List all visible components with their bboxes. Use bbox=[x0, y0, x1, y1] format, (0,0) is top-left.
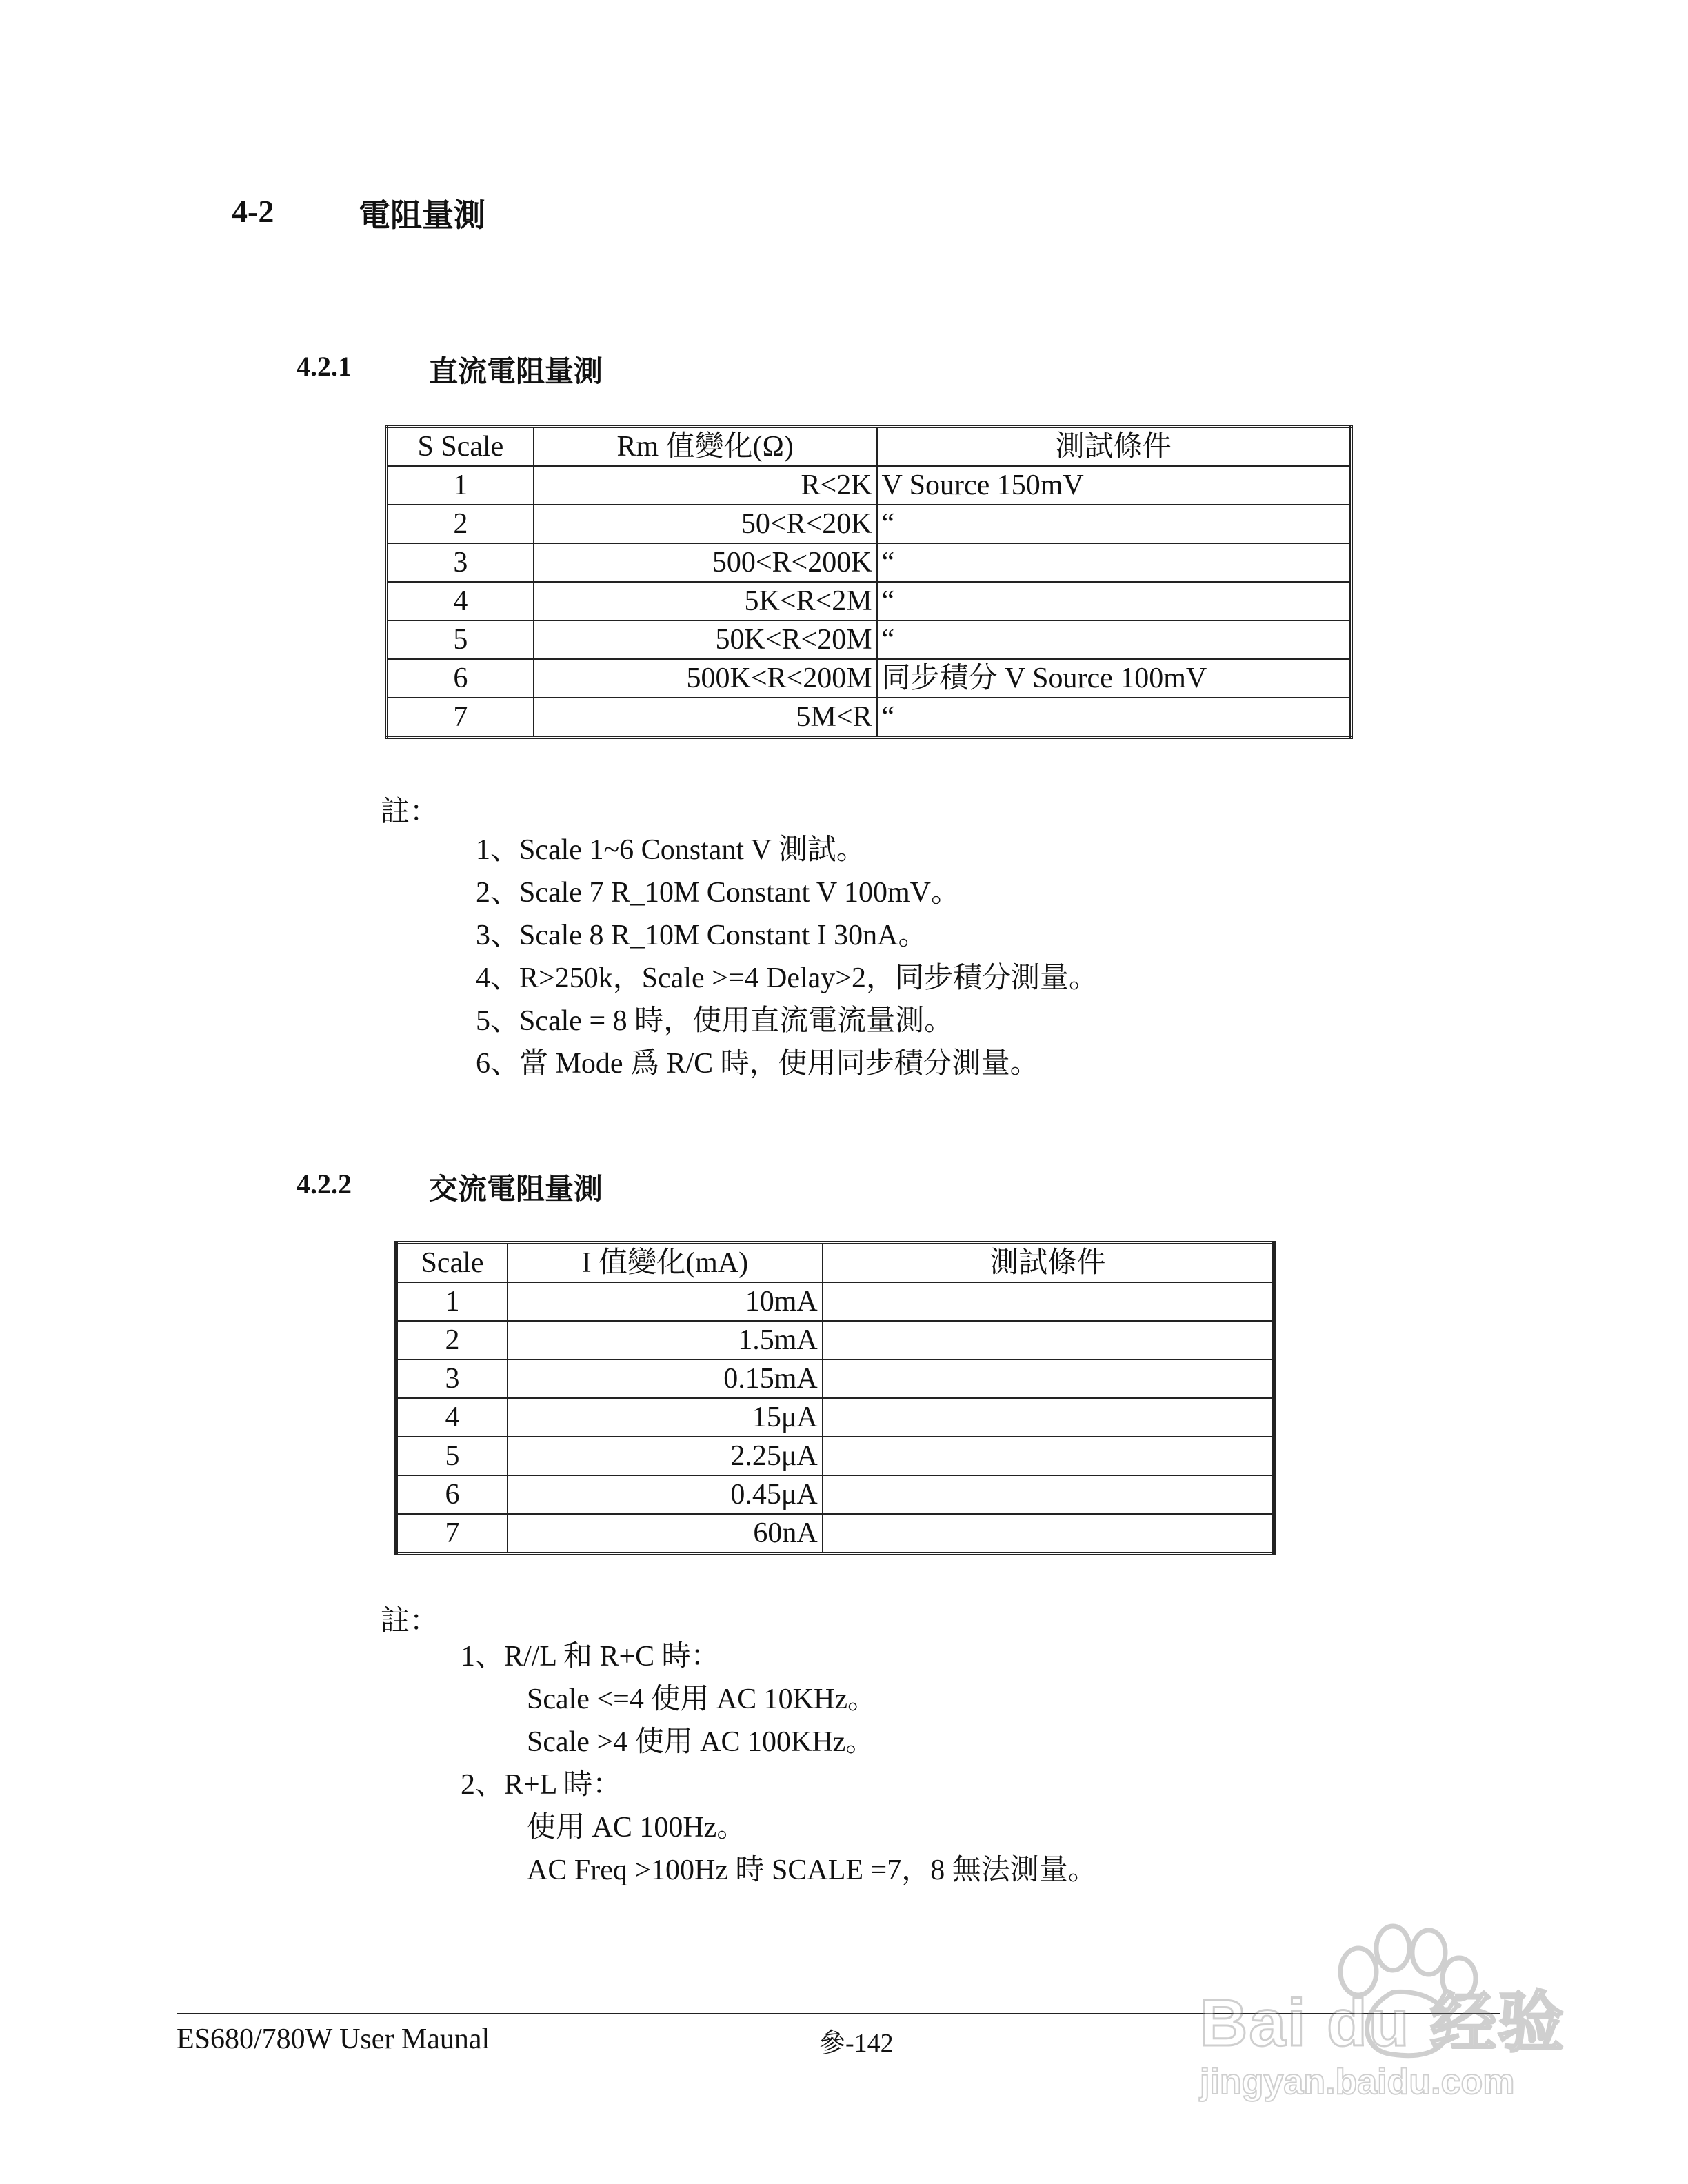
subsection-title-ac: 交流電阻量測 bbox=[429, 1174, 603, 1206]
watermark-url: jingyan.baidu.com bbox=[1200, 2062, 1515, 2102]
note-item: Scale <=4 使用 AC 10KHz。 bbox=[527, 1684, 876, 1715]
table-row bbox=[387, 505, 1352, 543]
notes-list-dc bbox=[476, 829, 1098, 1085]
scale-cell: 5 bbox=[387, 620, 534, 659]
subsection-title-dc: 直流電阻量測 bbox=[429, 356, 603, 388]
footer-manual-title: ES680/780W User Maunal bbox=[177, 2023, 490, 2055]
watermark-brand: Bai du 经验 bbox=[1200, 1986, 1566, 2060]
range-cell: 50K<R<20M bbox=[534, 620, 877, 659]
footer-page-number: 參-142 bbox=[819, 2029, 894, 2058]
note-item: 6、當 Mode 爲 R/C 時，使用同步積分測量。 bbox=[476, 1048, 1039, 1080]
note-item: 5、Scale = 8 時，使用直流電流量測。 bbox=[476, 1005, 954, 1037]
scale-cell: 6 bbox=[396, 1475, 508, 1514]
scale-cell: 1 bbox=[387, 466, 534, 505]
table-row bbox=[387, 620, 1352, 659]
scale-cell: 5 bbox=[396, 1437, 508, 1475]
table-row bbox=[396, 1398, 1274, 1437]
table-row bbox=[396, 1475, 1274, 1514]
baidu-watermark bbox=[1186, 1889, 1572, 2116]
range-cell: 500K<R<200M bbox=[534, 659, 877, 698]
current-cell: 15μA bbox=[508, 1398, 823, 1437]
condition-cell bbox=[823, 1398, 1274, 1437]
header-scale: S Scale bbox=[387, 427, 534, 467]
note-label-dc: 註： bbox=[381, 796, 439, 828]
header-test-condition: 測試條件 bbox=[877, 427, 1352, 467]
ac-resistance-table bbox=[394, 1241, 1276, 1555]
scale-cell: 2 bbox=[387, 505, 534, 543]
section-title: 電阻量測 bbox=[359, 198, 485, 233]
table-row bbox=[396, 1282, 1274, 1321]
range-cell: 5K<R<2M bbox=[534, 582, 877, 620]
condition-cell: “ bbox=[877, 582, 1352, 620]
scale-cell: 3 bbox=[387, 543, 534, 582]
subsection-number-ac: 4.2.2 bbox=[297, 1169, 352, 1200]
scale-cell: 4 bbox=[387, 582, 534, 620]
table-row bbox=[387, 466, 1352, 505]
condition-cell: “ bbox=[877, 620, 1352, 659]
scale-cell: 7 bbox=[396, 1514, 508, 1554]
condition-cell: “ bbox=[877, 505, 1352, 543]
subsection-number-dc: 4.2.1 bbox=[297, 351, 352, 382]
scale-cell: 2 bbox=[396, 1321, 508, 1359]
table-row bbox=[396, 1514, 1274, 1554]
condition-cell bbox=[823, 1437, 1274, 1475]
condition-cell bbox=[823, 1359, 1274, 1398]
range-cell: 5M<R bbox=[534, 698, 877, 738]
table-row bbox=[387, 659, 1352, 698]
table-header-row bbox=[387, 427, 1352, 467]
header-current-range: I 值變化(mA) bbox=[508, 1243, 823, 1283]
note-item: 4、R>250k，Scale >=4 Delay>2，同步積分測量。 bbox=[476, 962, 1098, 994]
note-item: 2、R+L 時： bbox=[461, 1769, 622, 1801]
current-cell: 60nA bbox=[508, 1514, 823, 1554]
table-row bbox=[396, 1359, 1274, 1398]
condition-cell: “ bbox=[877, 543, 1352, 582]
table-row bbox=[396, 1437, 1274, 1475]
current-cell: 0.15mA bbox=[508, 1359, 823, 1398]
scale-cell: 4 bbox=[396, 1398, 508, 1437]
table-row bbox=[387, 582, 1352, 620]
range-cell: R<2K bbox=[534, 466, 877, 505]
scale-cell: 1 bbox=[396, 1282, 508, 1321]
table-row bbox=[396, 1321, 1274, 1359]
scale-cell: 7 bbox=[387, 698, 534, 738]
note-item: 使用 AC 100Hz。 bbox=[527, 1812, 746, 1843]
section-number: 4-2 bbox=[232, 194, 274, 229]
condition-cell: 同步積分 V Source 100mV bbox=[877, 659, 1352, 698]
range-cell: 50<R<20K bbox=[534, 505, 877, 543]
header-rm-range: Rm 值變化(Ω) bbox=[534, 427, 877, 467]
condition-cell: V Source 150mV bbox=[877, 466, 1352, 505]
note-item: 2、Scale 7 R_10M Constant V 100mV。 bbox=[476, 877, 960, 909]
condition-cell bbox=[823, 1321, 1274, 1359]
header-test-condition: 測試條件 bbox=[823, 1243, 1274, 1283]
dc-resistance-table bbox=[385, 425, 1353, 739]
note-item: 1、R//L 和 R+C 時： bbox=[461, 1641, 720, 1672]
current-cell: 10mA bbox=[508, 1282, 823, 1321]
table-row bbox=[387, 543, 1352, 582]
note-item: 3、Scale 8 R_10M Constant I 30nA。 bbox=[476, 920, 927, 951]
note-item: AC Freq >100Hz 時 SCALE =7，8 無法測量。 bbox=[527, 1854, 1097, 1886]
header-scale: Scale bbox=[396, 1243, 508, 1283]
range-cell: 500<R<200K bbox=[534, 543, 877, 582]
condition-cell bbox=[823, 1282, 1274, 1321]
current-cell: 2.25μA bbox=[508, 1437, 823, 1475]
condition-cell bbox=[823, 1514, 1274, 1554]
note-item: Scale >4 使用 AC 100KHz。 bbox=[527, 1726, 875, 1758]
scale-cell: 6 bbox=[387, 659, 534, 698]
condition-cell bbox=[823, 1475, 1274, 1514]
table-header-row bbox=[396, 1243, 1274, 1283]
scale-cell: 3 bbox=[396, 1359, 508, 1398]
condition-cell: “ bbox=[877, 698, 1352, 738]
current-cell: 1.5mA bbox=[508, 1321, 823, 1359]
note-item: 1、Scale 1~6 Constant V 測試。 bbox=[476, 834, 865, 866]
current-cell: 0.45μA bbox=[508, 1475, 823, 1514]
table-row bbox=[387, 698, 1352, 738]
note-label-ac: 註： bbox=[381, 1606, 439, 1637]
